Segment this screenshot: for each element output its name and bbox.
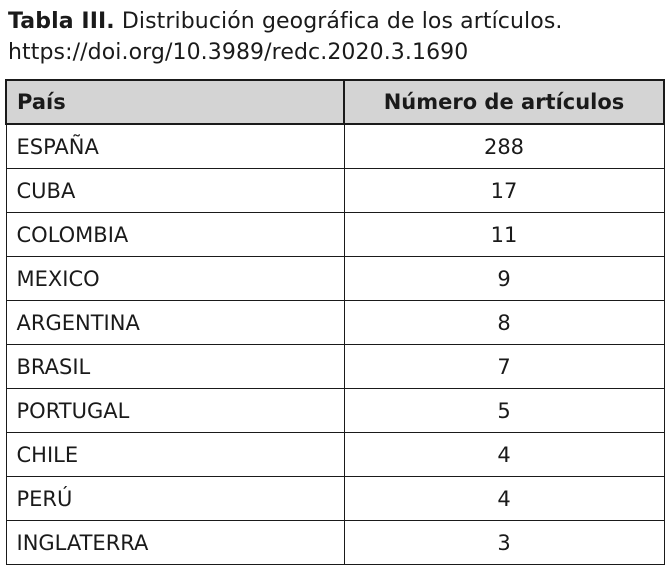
country-cell: COLOMBIA <box>6 213 344 257</box>
caption-text: Distribución geográfica de los artículos. https://doi.org/10.3989/redc.2020.3.1690 <box>8 9 563 65</box>
article-count-cell: 7 <box>344 345 664 389</box>
table-row <box>6 213 664 257</box>
table-row <box>6 345 664 389</box>
country-cell: CHILE <box>6 433 344 477</box>
article-count-cell: 5 <box>344 389 664 433</box>
column-header-article-count: Número de artículos <box>344 80 664 124</box>
table-row <box>6 521 664 565</box>
article-count-cell: 3 <box>344 521 664 565</box>
geographic-distribution-table <box>5 79 665 565</box>
article-count-cell: 9 <box>344 257 664 301</box>
table-row <box>6 169 664 213</box>
article-count-cell: 288 <box>344 124 664 169</box>
country-cell: BRASIL <box>6 345 344 389</box>
article-count-cell: 4 <box>344 433 664 477</box>
country-cell: ARGENTINA <box>6 301 344 345</box>
table-caption <box>8 6 663 68</box>
article-count-cell: 4 <box>344 477 664 521</box>
table-row <box>6 433 664 477</box>
table-row <box>6 124 664 169</box>
country-cell: MEXICO <box>6 257 344 301</box>
table-row <box>6 257 664 301</box>
country-cell: INGLATERRA <box>6 521 344 565</box>
column-header-country: País <box>6 80 344 124</box>
article-count-cell: 8 <box>344 301 664 345</box>
table-header-row <box>6 80 664 124</box>
country-cell: ESPAÑA <box>6 124 344 169</box>
caption-label: Tabla III. <box>8 9 115 34</box>
table-row <box>6 389 664 433</box>
article-count-cell: 11 <box>344 213 664 257</box>
table-row <box>6 301 664 345</box>
country-cell: PORTUGAL <box>6 389 344 433</box>
country-cell: PERÚ <box>6 477 344 521</box>
country-cell: CUBA <box>6 169 344 213</box>
article-count-cell: 17 <box>344 169 664 213</box>
table-row <box>6 477 664 521</box>
